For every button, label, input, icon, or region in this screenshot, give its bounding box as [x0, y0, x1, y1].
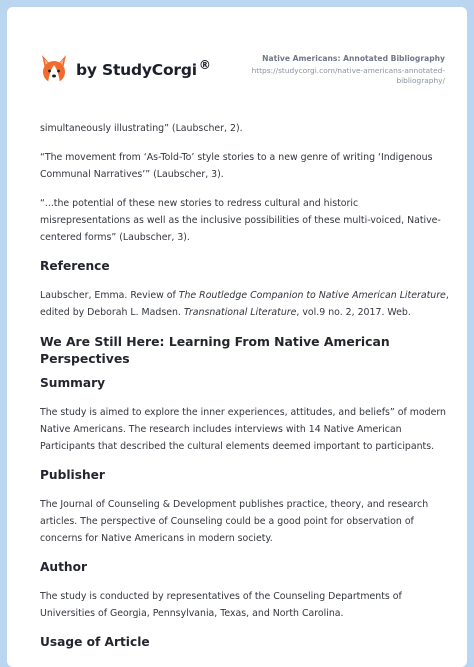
author-heading: Author	[40, 560, 87, 574]
document-body	[40, 120, 450, 663]
publisher-text: The Journal of Counseling & Development publishes practice, theory, and research articles. The perspective of Counseling could be a good point for observation of concerns for Native Americans in modern society.	[40, 499, 429, 544]
publisher-heading: Publisher	[40, 468, 105, 482]
quote-paragraph-2: “The movement from ‘As-Told-To’ style stories to a new genre of writing ‘Indigenous Communal Narratives’” (Laubscher, 3).	[40, 152, 433, 180]
document-meta	[230, 54, 445, 86]
reference-journal-title: Transnational Literature	[183, 307, 297, 318]
document-title: Native Americans: Annotated Bibliography	[262, 54, 445, 63]
page-header	[7, 7, 467, 107]
document-url[interactable]	[230, 66, 445, 86]
author-text: The study is conducted by representatives of the Counseling Departments of Universities of Georgia, Pennsylvania, Texas, and North Carolina.	[40, 591, 402, 619]
corgi-logo-icon	[39, 53, 69, 85]
quote-paragraph-3: “...the potential of these new stories to redress cultural and historic misrepresentations as well as the inclusive possibilities of these multi-voiced, Native-centered forms” (Laubscher, 3).	[40, 198, 441, 243]
document-url-line-1: https://studycorgi.com/native-americans-annotated-	[251, 66, 445, 75]
reference-book-title: The Routledge Companion to Native American Literature	[178, 290, 446, 301]
document-page	[7, 7, 467, 667]
reference-text: Laubscher, Emma. Review of The Routledge Companion to Native American Literature, edited by Deborah L. Madsen. Transnational Literature, vol.9 no. 2, 2017. Web.	[40, 290, 449, 318]
summary-heading: Summary	[40, 376, 106, 390]
document-url-line-2: bibliography/	[396, 76, 445, 85]
reference-heading: Reference	[40, 259, 110, 273]
studycorgi-logo[interactable]	[39, 53, 211, 85]
summary-text: The study is aimed to explore the inner experiences, attitudes, and beliefs” of modern Native Americans. The research includes interviews with 14 Native American Participants that described the cultural elements deemed important to participants.	[40, 407, 446, 452]
quote-paragraph-1: simultaneously illustrating” (Laubscher, 2).	[40, 123, 243, 134]
usage-heading: Usage of Article	[40, 635, 150, 649]
brand-name: by StudyCorgi ®	[76, 58, 211, 80]
section-title: We Are Still Here: Learning From Native American Perspectives	[40, 334, 390, 366]
registered-mark: ®	[198, 58, 211, 73]
